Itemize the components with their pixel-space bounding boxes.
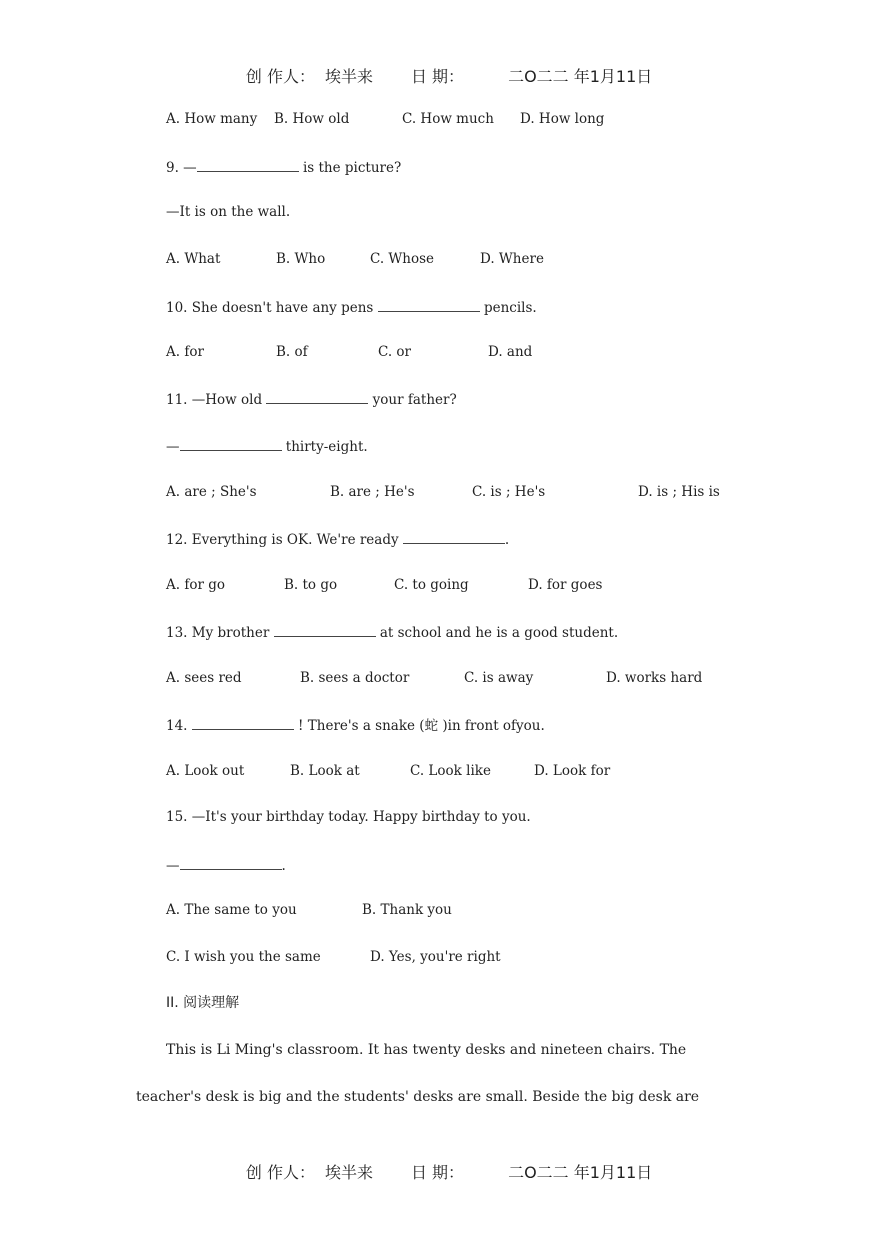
q15-option-b: B. Thank you (362, 902, 452, 918)
q13-option-d: D. works hard (606, 670, 703, 686)
q8-option-a: A. How many (166, 111, 258, 127)
q11-option-a: A. are ; She's (166, 484, 257, 500)
q11-option-d: D. is ; His is (638, 484, 720, 500)
q10-option-b: B. of (276, 344, 308, 360)
footer-creator: 埃半来 (324, 1163, 373, 1182)
passage-line: This is Li Ming's classroom. It has twenty desks and nineteen chairs. The (166, 1042, 687, 1058)
q11-options (166, 483, 786, 501)
header-creator: 埃半来 (324, 67, 373, 86)
q14-question: 14. ! There's a snake (蛇 )in front ofyou. (166, 715, 545, 735)
q9-option-a: A. What (166, 251, 221, 267)
q9-answer: —It is on the wall. (166, 204, 291, 220)
q10-question: 10. She doesn't have any pens pencils. (166, 297, 537, 317)
q12-options (166, 576, 766, 594)
q12-option-b: B. to go (284, 577, 338, 593)
q15-question: 15. —It's your birthday today. Happy birthday to you. (166, 809, 531, 825)
q12-option-d: D. for goes (528, 577, 603, 593)
page-header (0, 45, 888, 87)
answer-blank (197, 157, 299, 172)
q9-option-b: B. Who (276, 251, 326, 267)
q15-option-c: C. I wish you the same (166, 949, 321, 965)
header-date-label: 日 期： (410, 67, 465, 86)
q9-options (166, 250, 766, 268)
q15-options-row1 (166, 901, 766, 919)
footer-date-label: 日 期： (410, 1163, 465, 1182)
answer-blank (180, 855, 282, 870)
section-title: II. 阅读理解 (166, 995, 240, 1011)
q11-option-b: B. are ; He's (330, 484, 415, 500)
page-footer (0, 1141, 888, 1183)
q9-question: 9. — is the picture? (166, 157, 401, 177)
q10-option-a: A. for (166, 344, 204, 360)
answer-blank (192, 715, 294, 730)
q13-option-a: A. sees red (166, 670, 242, 686)
answer-blank (180, 436, 282, 451)
header-date: 二O二二 年1月11日 (508, 67, 653, 86)
q14-option-a: A. Look out (166, 763, 245, 779)
q13-option-c: C. is away (464, 670, 534, 686)
q12-question: 12. Everything is OK. We're ready . (166, 529, 509, 549)
q8-option-b: B. How old (274, 111, 350, 127)
q15-option-d: D. Yes, you're right (370, 949, 501, 965)
q11-option-c: C. is ; He's (472, 484, 546, 500)
q8-option-c: C. How much (402, 111, 494, 127)
q15-option-a: A. The same to you (166, 902, 297, 918)
q8-option-d: D. How long (520, 111, 605, 127)
q8-options (166, 110, 766, 128)
answer-blank (403, 529, 505, 544)
q14-option-d: D. Look for (534, 763, 611, 779)
q10-option-c: C. or (378, 344, 412, 360)
answer-blank (274, 622, 376, 637)
q9-option-c: C. Whose (370, 251, 435, 267)
q12-option-c: C. to going (394, 577, 469, 593)
q14-option-b: B. Look at (290, 763, 360, 779)
q10-option-d: D. and (488, 344, 533, 360)
footer-date: 二O二二 年1月11日 (508, 1163, 653, 1182)
header-creator-label: 创 作人： (245, 67, 315, 86)
q14-option-c: C. Look like (410, 763, 491, 779)
passage-line: teacher's desk is big and the students' desks are small. Beside the big desk are (136, 1089, 700, 1105)
q11-answer: — thirty-eight. (166, 436, 368, 456)
q12-option-a: A. for go (166, 577, 225, 593)
q10-options (166, 343, 766, 361)
q11-question: 11. —How old your father? (166, 389, 457, 409)
footer-creator-label: 创 作人： (245, 1163, 315, 1182)
q15-answer: — . (166, 855, 286, 875)
answer-blank (378, 297, 480, 312)
q15-options-row2 (166, 948, 766, 966)
q14-options (166, 762, 766, 780)
q13-options (166, 669, 766, 687)
answer-blank (266, 389, 368, 404)
q9-option-d: D. Where (480, 251, 544, 267)
q13-option-b: B. sees a doctor (300, 670, 410, 686)
q13-question: 13. My brother at school and he is a good student. (166, 622, 618, 642)
